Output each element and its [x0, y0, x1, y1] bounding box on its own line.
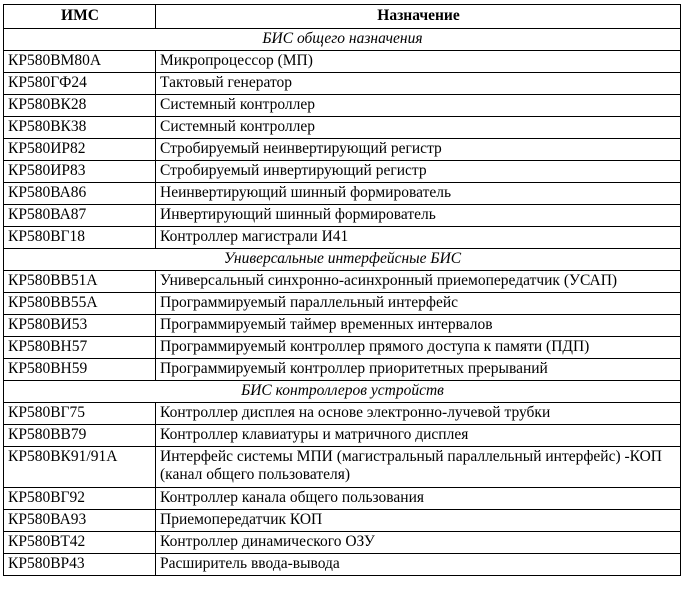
ic-purpose-cell: Неинвертирующий шинный формирователь	[156, 183, 681, 205]
ic-code-cell: КР580ИР83	[4, 161, 156, 183]
ic-purpose-cell: Интерфейс системы МПИ (магистральный параллельный интерфейс) -КОП (канал общего пользователя)	[156, 447, 681, 488]
table-row	[4, 554, 681, 576]
ic-code-cell: КР580ВВ51А	[4, 271, 156, 293]
ic-code-cell: КР580ВГ75	[4, 403, 156, 425]
ic-purpose-cell: Контроллер канала общего пользования	[156, 488, 681, 510]
ic-code-cell: КР580ВК38	[4, 117, 156, 139]
section-title: БИС контроллеров устройств	[4, 381, 681, 403]
section-row	[4, 249, 681, 271]
ic-purpose-cell: Микропроцессор (МП)	[156, 51, 681, 73]
ic-purpose-cell: Контроллер магистрали И41	[156, 227, 681, 249]
ic-purpose-cell: Программируемый контроллер приоритетных прерываний	[156, 359, 681, 381]
table-row	[4, 403, 681, 425]
table-row	[4, 95, 681, 117]
ic-code-cell: КР580ВВ79	[4, 425, 156, 447]
ic-purpose-cell: Программируемый параллельный интерфейс	[156, 293, 681, 315]
ic-purpose-cell: Универсальный синхронно-асинхронный приемопередатчик (УСАП)	[156, 271, 681, 293]
ic-code-cell: КР580ВК91/91А	[4, 447, 156, 488]
ic-code-cell: КР580ВВ55А	[4, 293, 156, 315]
ic-code-cell: КР580ВИ53	[4, 315, 156, 337]
table-row	[4, 425, 681, 447]
ic-purpose-cell: Стробируемый неинвертирующий регистр	[156, 139, 681, 161]
ic-purpose-cell: Программируемый контроллер прямого доступа к памяти (ПДП)	[156, 337, 681, 359]
ic-code-cell: КР580ВР43	[4, 554, 156, 576]
table-row	[4, 73, 681, 95]
ic-code-cell: КР580ВГ18	[4, 227, 156, 249]
table-row	[4, 488, 681, 510]
ic-code-cell: КР580ВН59	[4, 359, 156, 381]
ic-purpose-cell: Расширитель ввода-вывода	[156, 554, 681, 576]
table-row	[4, 117, 681, 139]
ic-code-cell: КР580ВА87	[4, 205, 156, 227]
ic-purpose-cell: Системный контроллер	[156, 95, 681, 117]
ic-code-cell: КР580ГФ24	[4, 73, 156, 95]
section-title: Универсальные интерфейсные БИС	[4, 249, 681, 271]
ic-code-cell: КР580ВК28	[4, 95, 156, 117]
ic-purpose-cell: Тактовый генератор	[156, 73, 681, 95]
column-header-ic: ИМС	[4, 5, 156, 29]
ic-code-cell: КР580ИР82	[4, 139, 156, 161]
ic-purpose-cell: Контроллер дисплея на основе электронно-лучевой трубки	[156, 403, 681, 425]
section-title: БИС общего назначения	[4, 29, 681, 51]
table-row	[4, 139, 681, 161]
section-row	[4, 29, 681, 51]
ic-purpose-cell: Приемопередатчик КОП	[156, 510, 681, 532]
table-header-row	[4, 5, 681, 29]
section-row	[4, 381, 681, 403]
table-row	[4, 51, 681, 73]
ic-purpose-cell: Системный контроллер	[156, 117, 681, 139]
ic-purpose-cell: Контроллер клавиатуры и матричного дисплея	[156, 425, 681, 447]
table-row	[4, 293, 681, 315]
ic-purpose-cell: Стробируемый инвертирующий регистр	[156, 161, 681, 183]
ic-code-cell: КР580ВА93	[4, 510, 156, 532]
ic-code-cell: КР580ВМ80А	[4, 51, 156, 73]
ic-code-cell: КР580ВА86	[4, 183, 156, 205]
table-row	[4, 447, 681, 488]
table-row	[4, 510, 681, 532]
table-row	[4, 315, 681, 337]
table-body	[4, 29, 681, 576]
ic-code-cell: КР580ВН57	[4, 337, 156, 359]
table-row	[4, 337, 681, 359]
table-row	[4, 271, 681, 293]
ic-purpose-cell: Инвертирующий шинный формирователь	[156, 205, 681, 227]
table-row	[4, 205, 681, 227]
ic-table	[3, 4, 681, 576]
ic-code-cell: КР580ВГ92	[4, 488, 156, 510]
table-row	[4, 532, 681, 554]
column-header-purpose: Назначение	[156, 5, 681, 29]
table-row	[4, 359, 681, 381]
table-row	[4, 161, 681, 183]
ic-purpose-cell: Контроллер динамического ОЗУ	[156, 532, 681, 554]
ic-code-cell: КР580ВТ42	[4, 532, 156, 554]
table-row	[4, 227, 681, 249]
table-row	[4, 183, 681, 205]
ic-purpose-cell: Программируемый таймер временных интервалов	[156, 315, 681, 337]
